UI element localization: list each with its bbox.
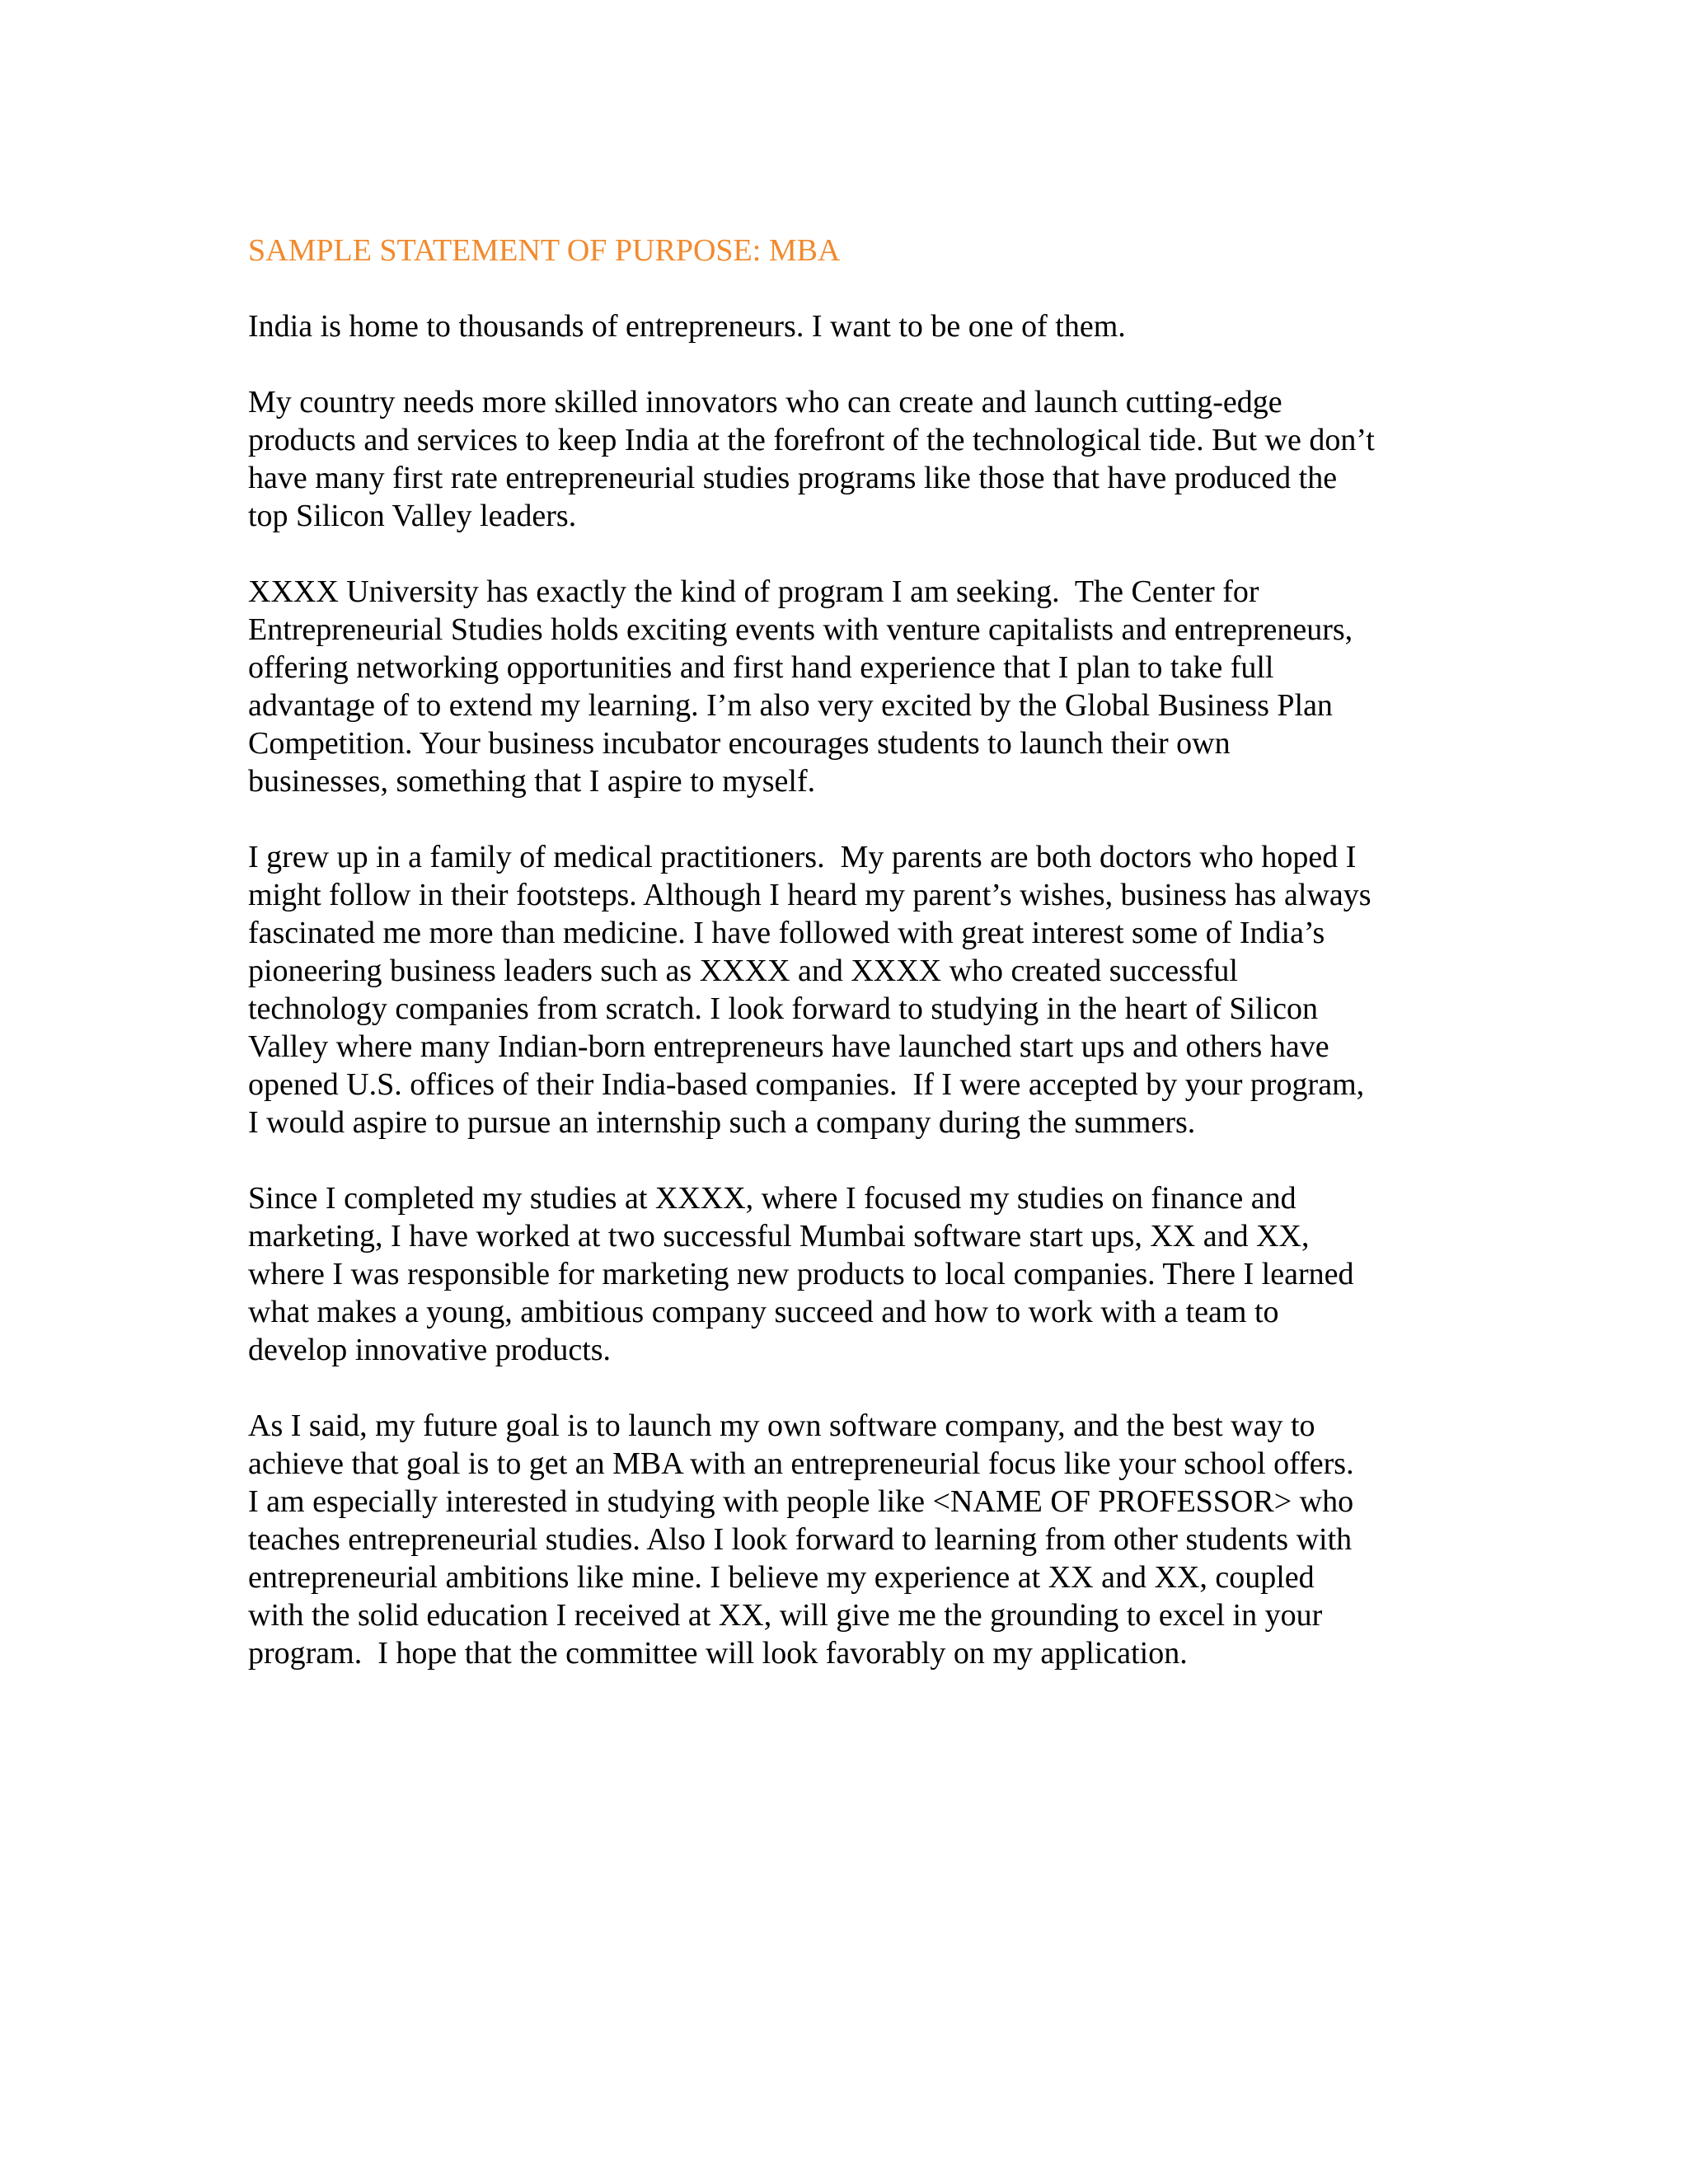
text-line: have many first rate entrepreneurial studies programs like those that have produced the: [248, 461, 1338, 495]
text-line: Since I completed my studies at XXXX, where I focused my studies on finance and: [248, 1181, 1296, 1216]
paragraph-3: [248, 573, 1451, 800]
text-line: develop innovative products.: [248, 1333, 612, 1367]
text-line: with the solid education I received at XX, will give me the grounding to excel in your: [248, 1598, 1323, 1633]
text-line: I would aspire to pursue an internship such a company during the summers.: [248, 1105, 1196, 1140]
text-line: what makes a young, ambitious company succeed and how to work with a team to: [248, 1295, 1279, 1329]
paragraph-6: [248, 1407, 1451, 1672]
text-line: technology companies from scratch. I look forward to studying in the heart of Silicon: [248, 991, 1319, 1026]
text-line: As I said, my future goal is to launch my own software company, and the best way to: [248, 1408, 1315, 1443]
text-line: Competition. Your business incubator encourages students to launch their own: [248, 726, 1231, 761]
text-line: top Silicon Valley leaders.: [248, 499, 577, 533]
text-line: I am especially interested in studying with people like <NAME OF PROFESSOR> who: [248, 1484, 1354, 1519]
document-title: SAMPLE STATEMENT OF PURPOSE: MBA: [248, 233, 841, 268]
text-line: pioneering business leaders such as XXXX and XXXX who created successful: [248, 954, 1238, 988]
paragraph-1: [248, 307, 1451, 345]
document-body: [248, 232, 1451, 1710]
text-line: Entrepreneurial Studies holds exciting events with venture capitalists and entrepreneurs,: [248, 612, 1353, 647]
text-line: Valley where many Indian-born entrepreneurs have launched start ups and others have: [248, 1029, 1329, 1064]
text-line: teaches entrepreneurial studies. Also I look forward to learning from other students with: [248, 1522, 1353, 1557]
text-line: fascinated me more than medicine. I have followed with great interest some of India’s: [248, 916, 1325, 950]
text-line: entrepreneurial ambitions like mine. I believe my experience at XX and XX, coupled: [248, 1560, 1315, 1595]
text-line: India is home to thousands of entrepreneurs. I want to be one of them.: [248, 309, 1126, 344]
text-line: marketing, I have worked at two successful Mumbai software start ups, XX and XX,: [248, 1219, 1310, 1254]
text-line: advantage of to extend my learning. I’m also very excited by the Global Business Plan: [248, 688, 1333, 723]
text-line: where I was responsible for marketing new products to local companies. There I learned: [248, 1257, 1354, 1291]
paragraph-4: [248, 838, 1451, 1141]
text-line: products and services to keep India at the forefront of the technological tide. But we don’t: [248, 423, 1375, 457]
paragraph-2: [248, 383, 1451, 535]
text-line: achieve that goal is to get an MBA with an entrepreneurial focus like your school offers.: [248, 1446, 1354, 1481]
paragraph-5: [248, 1179, 1451, 1369]
text-line: opened U.S. offices of their India-based companies. If I were accepted by your program,: [248, 1067, 1365, 1102]
text-line: My country needs more skilled innovators who can create and launch cutting-edge: [248, 385, 1282, 419]
text-line: businesses, something that I aspire to myself.: [248, 764, 816, 799]
text-line: program. I hope that the committee will look favorably on my application.: [248, 1636, 1188, 1671]
text-line: offering networking opportunities and first hand experience that I plan to take full: [248, 650, 1274, 685]
text-line: might follow in their footsteps. Although I heard my parent’s wishes, business has always: [248, 878, 1372, 912]
text-line: I grew up in a family of medical practitioners. My parents are both doctors who hoped I: [248, 840, 1357, 874]
text-line: XXXX University has exactly the kind of program I am seeking. The Center for: [248, 574, 1259, 609]
